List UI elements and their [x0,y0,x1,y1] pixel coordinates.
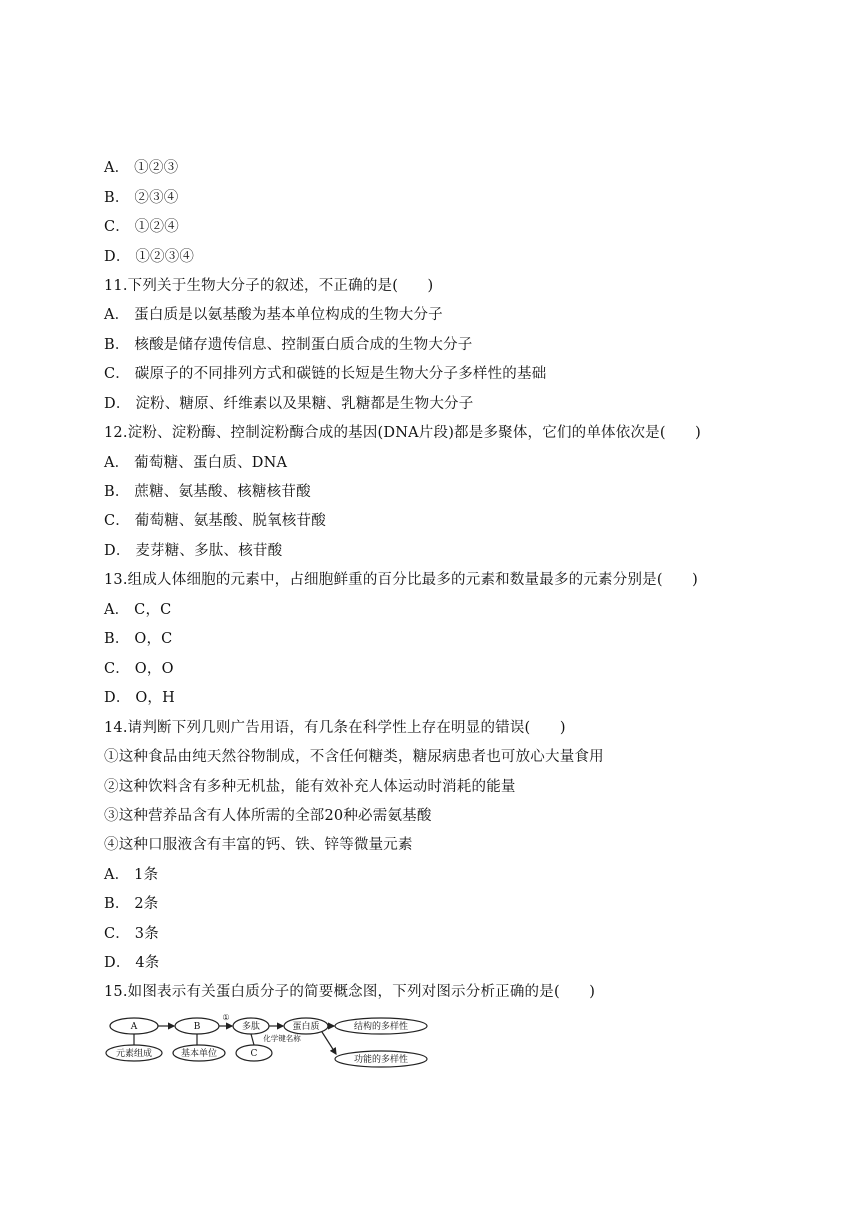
q14-option-c: C． 3条 [104,926,159,942]
node-c-label: C [250,1049,258,1059]
func-diversity-label: 功能的多样性 [353,1055,409,1065]
prev-option-c: C． ①②④ [104,219,179,235]
q14-statement-2: ②这种饮料含有多种无机盐，能有效补充人体运动时消耗的能量 [104,779,516,795]
q14-option-a: A． 1条 [104,867,159,883]
q14-statement-3: ③这种营养品含有人体所需的全部20种必需氨基酸 [104,808,432,824]
bond-name-label: 化学键名称 [263,1034,301,1043]
q12-stem: 12.淀粉、淀粉酶、控制淀粉酶合成的基因(DNA片段)都是多聚体，它们的单体依次是( ) [104,425,701,441]
protein-concept-diagram [104,1012,434,1072]
q11-option-d: D． 淀粉、糖原、纤维素以及果糖、乳糖都是生物大分子 [104,396,474,412]
q13-option-d: D． O，H [104,690,175,706]
step-label: ① [222,1013,230,1022]
q14-statement-1: ①这种食品由纯天然谷物制成，不含任何糖类，糖尿病患者也可放心大量食用 [104,749,604,765]
protein-label: 蛋白质 [292,1022,320,1032]
q13-option-c: C． O，O [104,661,174,677]
q11-option-c: C． 碳原子的不同排列方式和碳链的长短是生物大分子多样性的基础 [104,366,547,382]
q14-option-b: B． 2条 [104,896,159,912]
q12-option-d: D． 麦芽糖、多肽、核苷酸 [104,543,283,559]
q14-stem: 14.请判断下列几则广告用语，有几条在科学性上存在明显的错误( ) [104,720,566,736]
q11-stem: 11.下列关于生物大分子的叙述，不正确的是( ) [104,278,434,294]
elements-label: 元素组成 [115,1049,153,1059]
node-b-label: B [193,1022,201,1032]
prev-option-b: B． ②③④ [104,190,179,206]
q12-option-a: A． 葡萄糖、蛋白质、DNA [104,455,288,471]
q14-option-d: D． 4条 [104,955,160,971]
q12-option-b: B． 蔗糖、氨基酸、核糖核苷酸 [104,484,311,500]
prev-option-d: D． ①②③④ [104,249,195,265]
basic-unit-label: 基本单位 [180,1049,218,1059]
arrow-protein-func [322,1032,336,1054]
q13-option-b: B． O，C [104,631,173,647]
node-a-label: A [130,1022,138,1032]
q11-option-a: A． 蛋白质是以氨基酸为基本单位构成的生物大分子 [104,307,443,323]
prev-option-a: A． ①②③ [104,160,179,176]
q14-statement-4: ④这种口服液含有丰富的钙、铁、锌等微量元素 [104,837,413,853]
struct-diversity-label: 结构的多样性 [353,1022,409,1032]
q12-option-c: C． 葡萄糖、氨基酸、脱氧核苷酸 [104,513,326,529]
q13-stem: 13.组成人体细胞的元素中，占细胞鲜重的百分比最多的元素和数量最多的元素分别是( ) [104,572,698,588]
polypeptide-label: 多肽 [241,1022,261,1032]
link-polypeptide-c [251,1034,254,1045]
q11-option-b: B． 核酸是储存遗传信息、控制蛋白质合成的生物大分子 [104,337,473,353]
q13-option-a: A． C，C [104,602,172,618]
q15-stem: 15.如图表示有关蛋白质分子的简要概念图，下列对图示分析正确的是( ) [104,984,596,1000]
